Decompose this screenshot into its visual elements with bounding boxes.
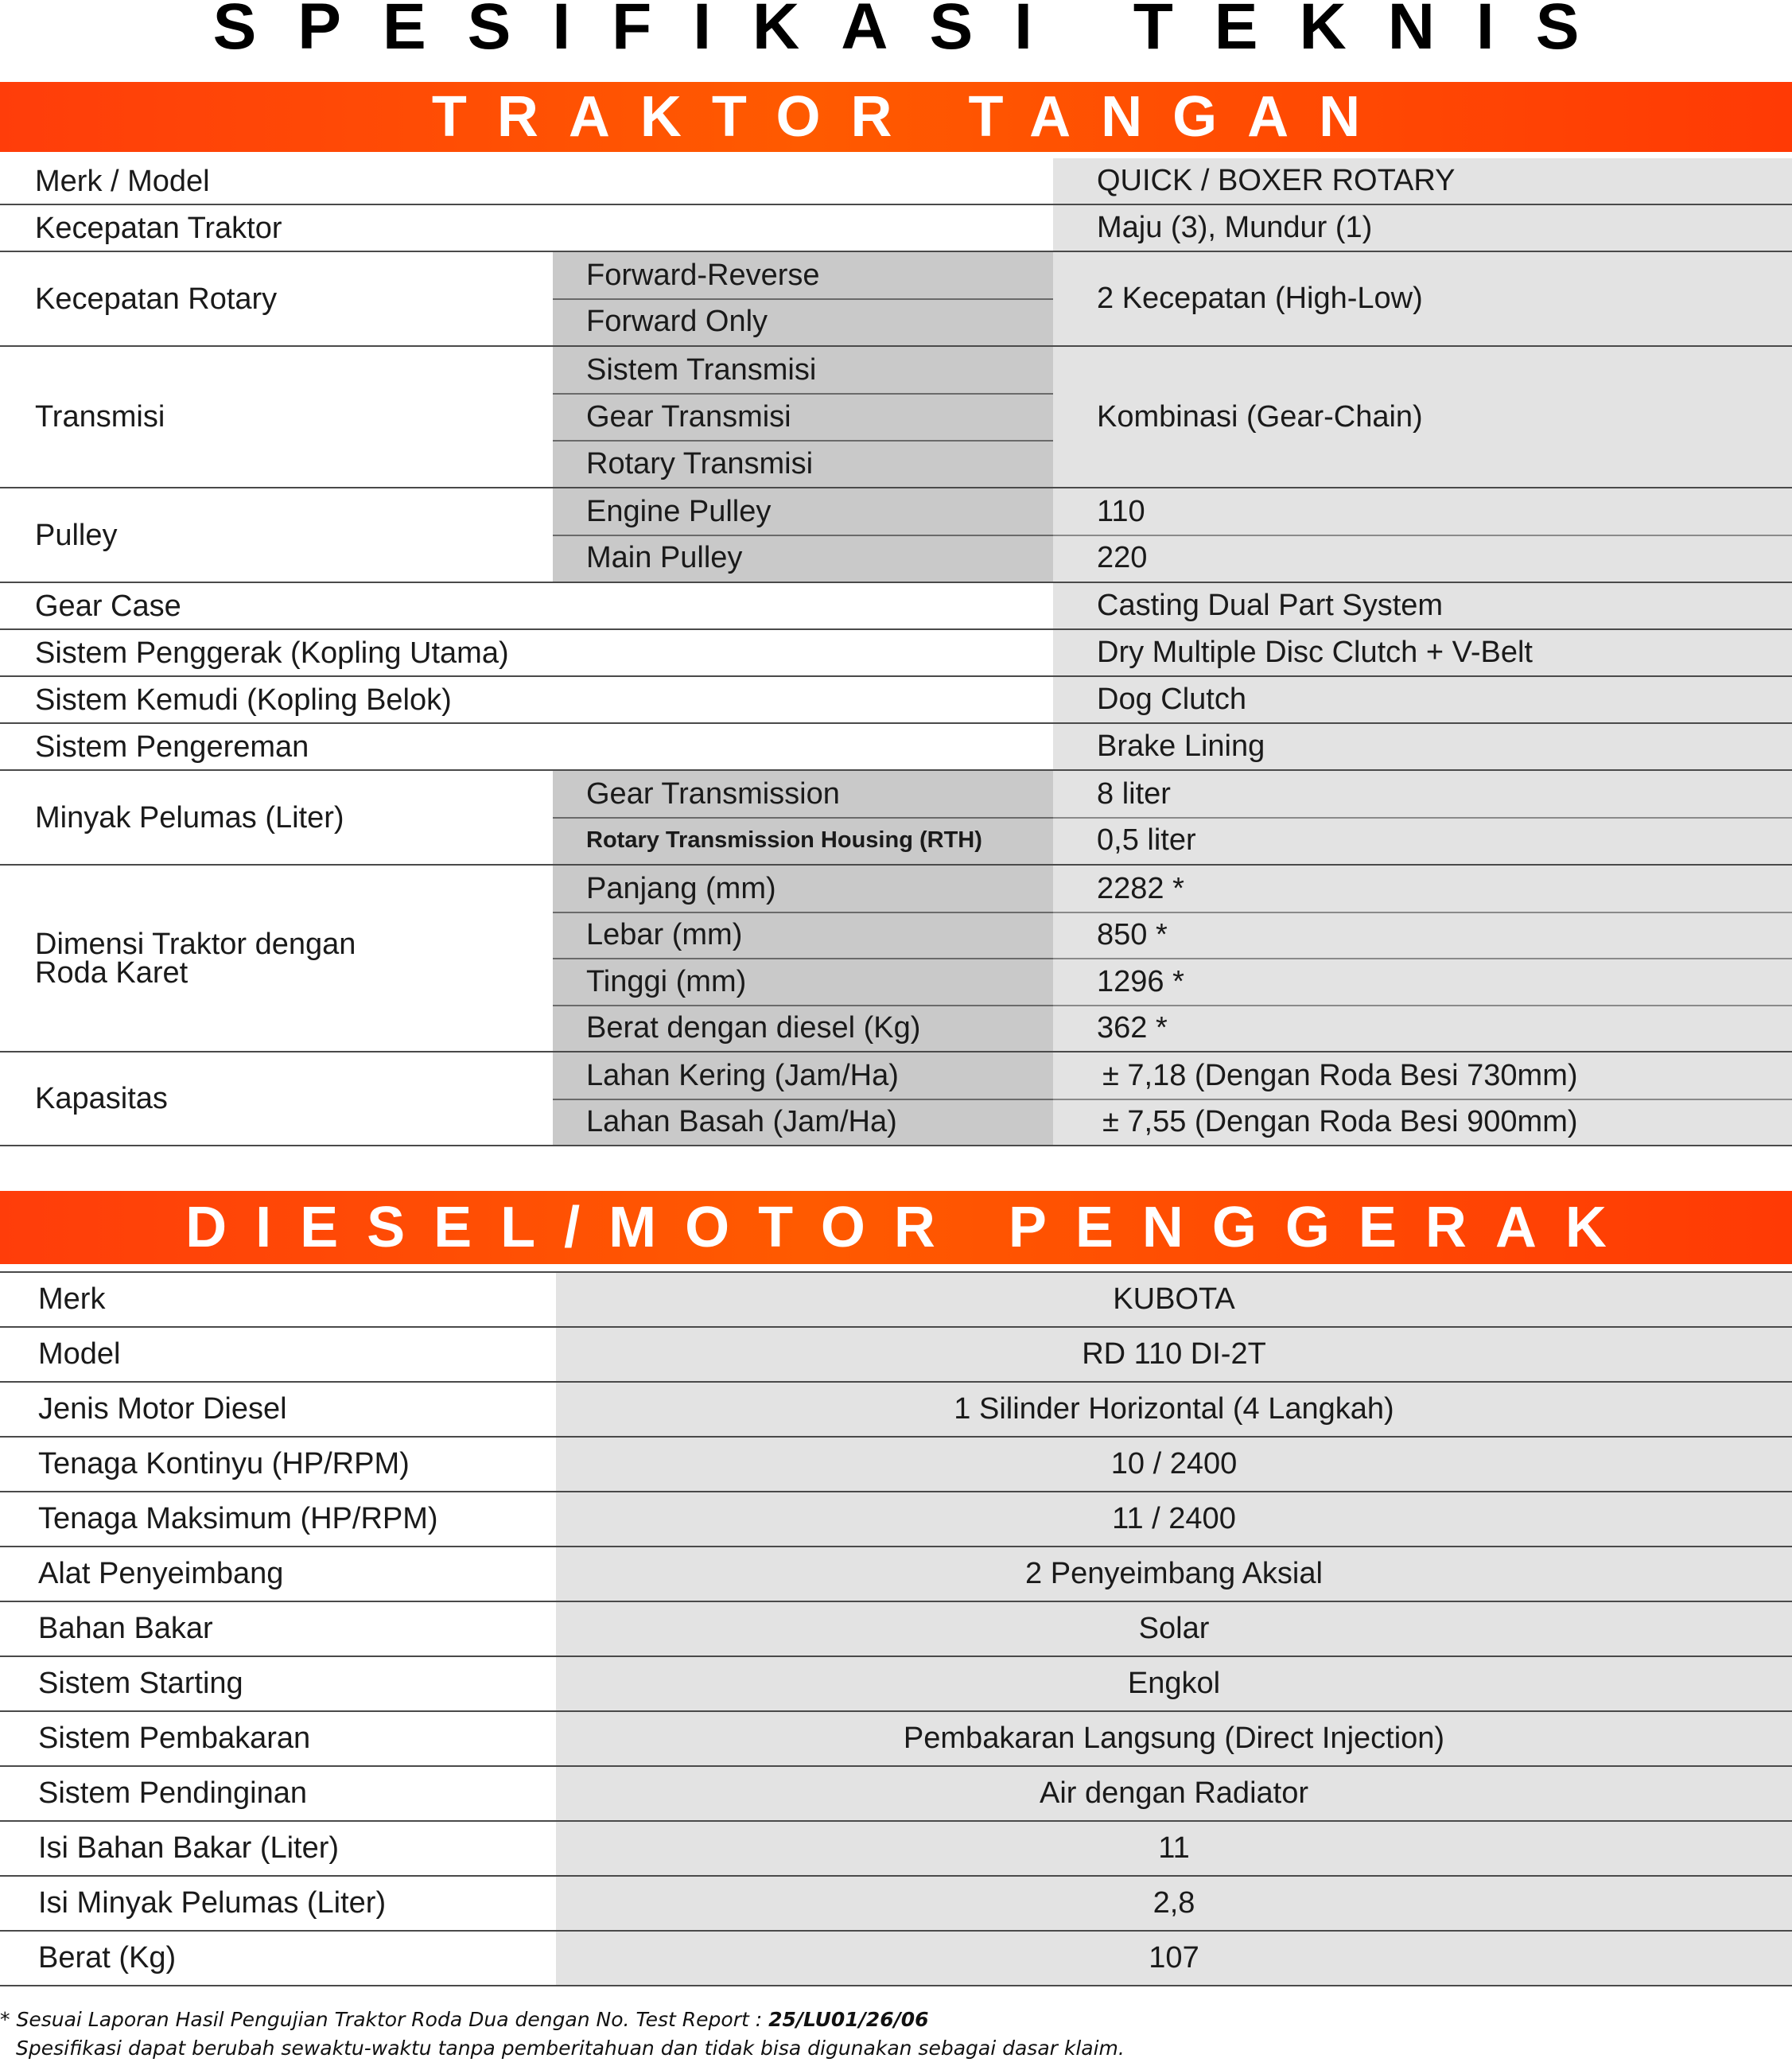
spec-sub-label: Forward Only — [553, 298, 1053, 344]
spec-value: 2 Kecepatan (High-Low) — [1097, 282, 1423, 315]
spec-label: Isi Minyak Pelumas (Liter) — [38, 1886, 387, 1920]
spec-label: Kapasitas — [35, 1082, 168, 1115]
footnote-text: * Sesuai Laporan Hasil Pengujian Traktor Roda Dua dengan No. Test Report : — [0, 2008, 769, 2031]
spec-value-cell — [1053, 347, 1792, 487]
spec-row — [0, 1547, 1792, 1602]
spec-value: 10 / 2400 — [556, 1438, 1792, 1491]
spec-row — [0, 1492, 1792, 1547]
spec-label-line: Dimensi Traktor dengan — [35, 927, 356, 961]
spec-table-diesel — [0, 1271, 1792, 1986]
section-banner-traktor: TRAKTOR TANGAN — [0, 82, 1792, 152]
spec-label: Gear Case — [35, 589, 181, 623]
spec-sub-label: Engine Pulley — [586, 494, 772, 528]
spec-value: 11 / 2400 — [556, 1492, 1792, 1546]
page-title: SPESIFIKASI TEKNIS — [212, 0, 1621, 63]
spec-row-kapasitas — [0, 1052, 1792, 1146]
spec-sub-label: Lahan Basah (Jam/Ha) — [553, 1099, 1053, 1143]
spec-row — [0, 1932, 1792, 1986]
spec-sub-cell — [553, 252, 1053, 345]
spec-value-cell — [1053, 1052, 1792, 1145]
spec-value: 11 — [556, 1822, 1792, 1875]
spec-value: 0,5 liter — [1053, 817, 1792, 862]
spec-sub-label: Main Pulley — [553, 535, 1053, 580]
section-banner-diesel: DIESEL/MOTOR PENGGERAK — [0, 1191, 1792, 1264]
spec-label: Minyak Pelumas (Liter) — [35, 800, 344, 835]
spec-value: Solar — [556, 1602, 1792, 1656]
spec-label: Sistem Pendinginan — [38, 1776, 307, 1810]
spec-value: 1296 * — [1053, 958, 1792, 1004]
spec-label: Merk / Model — [35, 164, 210, 198]
spec-value: KUBOTA — [556, 1273, 1792, 1326]
spec-label: Jenis Motor Diesel — [38, 1392, 287, 1426]
spec-value: 107 — [556, 1932, 1792, 1985]
spec-sub-label: Lahan Kering (Jam/Ha) — [586, 1058, 899, 1092]
spec-row-sistem-penggerak — [0, 630, 1792, 677]
spec-sub-label: Lebar (mm) — [553, 912, 1053, 957]
spec-label: Sistem Pengereman — [35, 730, 309, 764]
spec-row — [0, 1767, 1792, 1822]
footnote — [0, 2006, 1792, 2063]
spec-row-merk-model — [0, 158, 1792, 205]
spec-row — [0, 1712, 1792, 1767]
spec-sub-label: Forward-Reverse — [586, 258, 820, 292]
spec-label: Kecepatan Rotary — [35, 282, 278, 316]
spec-value: ± 7,18 (Dengan Roda Besi 730mm) — [1102, 1058, 1578, 1092]
spec-row — [0, 1438, 1792, 1492]
spec-value: 2,8 — [556, 1877, 1792, 1930]
spec-row-kecepatan-rotary — [0, 252, 1792, 347]
spec-value: Dog Clutch — [1097, 683, 1246, 716]
spec-value: 362 * — [1053, 1005, 1792, 1049]
spec-value: 1 Silinder Horizontal (4 Langkah) — [556, 1383, 1792, 1436]
spec-sub-label: Berat dengan diesel (Kg) — [553, 1005, 1053, 1049]
test-report-number: 25/LU01/26/06 — [768, 2008, 929, 2031]
spec-sub-cell — [553, 866, 1053, 1051]
spec-value: Pembakaran Langsung (Direct Injection) — [556, 1712, 1792, 1765]
spec-value-cell — [1053, 677, 1792, 722]
spec-value-cell — [1053, 488, 1792, 582]
spec-value: Maju (3), Mundur (1) — [1097, 211, 1373, 244]
spec-value: Casting Dual Part System — [1097, 589, 1444, 622]
spec-label: Tenaga Kontinyu (HP/RPM) — [38, 1447, 410, 1480]
spec-sub-label: Gear Transmission — [586, 776, 840, 811]
spec-label: Model — [38, 1337, 121, 1371]
spec-value: RD 110 DI-2T — [556, 1328, 1792, 1381]
spec-row — [0, 1602, 1792, 1657]
spec-label: Kecepatan Traktor — [35, 211, 282, 245]
footnote-line-1 — [0, 2006, 1792, 2034]
spec-value: QUICK / BOXER ROTARY — [1097, 164, 1456, 197]
spec-value: 2 Penyeimbang Aksial — [556, 1547, 1792, 1601]
spec-label — [35, 866, 356, 1051]
spec-label: Alat Penyeimbang — [38, 1557, 284, 1590]
spec-label: Isi Bahan Bakar (Liter) — [38, 1831, 340, 1865]
spec-value: 110 — [1097, 494, 1145, 528]
spec-sub-cell — [553, 771, 1053, 864]
spec-label: Merk — [38, 1282, 106, 1316]
spec-row — [0, 1657, 1792, 1712]
spec-row-kecepatan-traktor — [0, 205, 1792, 252]
spec-sub-label: Rotary Transmission Housing (RTH) — [553, 817, 1053, 862]
spec-value-cell — [1053, 252, 1792, 345]
spec-row — [0, 1328, 1792, 1383]
spec-row — [0, 1383, 1792, 1438]
spec-value: Engkol — [556, 1657, 1792, 1710]
spec-label: Transmisi — [35, 400, 165, 434]
spec-value-cell — [1053, 583, 1792, 628]
spec-label: Tenaga Maksimum (HP/RPM) — [38, 1502, 438, 1535]
spec-row-sistem-pengereman — [0, 724, 1792, 771]
spec-value: Brake Lining — [1097, 730, 1265, 763]
spec-value: 850 * — [1053, 912, 1792, 957]
spec-label: Berat (Kg) — [38, 1941, 177, 1975]
spec-table-traktor — [0, 158, 1792, 1146]
spec-label: Bahan Bakar — [38, 1612, 213, 1645]
spec-value: Air dengan Radiator — [556, 1767, 1792, 1820]
spec-value-cell — [1053, 205, 1792, 251]
spec-value: 220 — [1053, 535, 1792, 580]
spec-sub-cell — [553, 488, 1053, 582]
spec-row-minyak-pelumas — [0, 771, 1792, 866]
spec-value: Dry Multiple Disc Clutch + V-Belt — [1097, 636, 1533, 669]
spec-value: 8 liter — [1097, 776, 1171, 811]
spec-row — [0, 1273, 1792, 1328]
spec-label: Sistem Penggerak (Kopling Utama) — [35, 636, 509, 670]
spec-sub-cell — [553, 1052, 1053, 1145]
spec-value-cell — [1053, 866, 1792, 1051]
spec-sub-cell — [553, 347, 1053, 487]
spec-value-cell — [1053, 771, 1792, 864]
spec-label: Sistem Starting — [38, 1667, 243, 1700]
spec-value-cell — [1053, 630, 1792, 675]
spec-label-line: Roda Karet — [35, 955, 189, 990]
spec-value-cell — [1053, 724, 1792, 769]
spec-sub-label: Gear Transmisi — [553, 393, 1053, 439]
spec-label: Sistem Pembakaran — [38, 1722, 311, 1755]
spec-sub-label: Rotary Transmisi — [553, 440, 1053, 486]
spec-row-pulley — [0, 488, 1792, 583]
spec-row-transmisi — [0, 347, 1792, 488]
spec-row-gear-case — [0, 583, 1792, 630]
spec-value: Kombinasi (Gear-Chain) — [1097, 399, 1423, 434]
spec-value-cell — [1053, 158, 1792, 204]
footnote-line-2: Spesifikasi dapat berubah sewaktu-waktu tanpa pemberitahuan dan tidak bisa digunakan sebagai dasar klaim. — [16, 2037, 1125, 2060]
spec-value: 2282 * — [1097, 871, 1184, 905]
spec-sub-label: Tinggi (mm) — [553, 958, 1053, 1004]
spec-row — [0, 1877, 1792, 1932]
spec-sub-label: Sistem Transmisi — [586, 352, 817, 387]
spec-row-sistem-kemudi — [0, 677, 1792, 724]
spec-label: Sistem Kemudi (Kopling Belok) — [35, 683, 452, 717]
spec-row — [0, 1822, 1792, 1877]
spec-value: ± 7,55 (Dengan Roda Besi 900mm) — [1053, 1099, 1792, 1143]
spec-sub-label: Panjang (mm) — [586, 871, 776, 905]
spec-row-dimensi — [0, 866, 1792, 1052]
spec-label: Pulley — [35, 518, 118, 552]
